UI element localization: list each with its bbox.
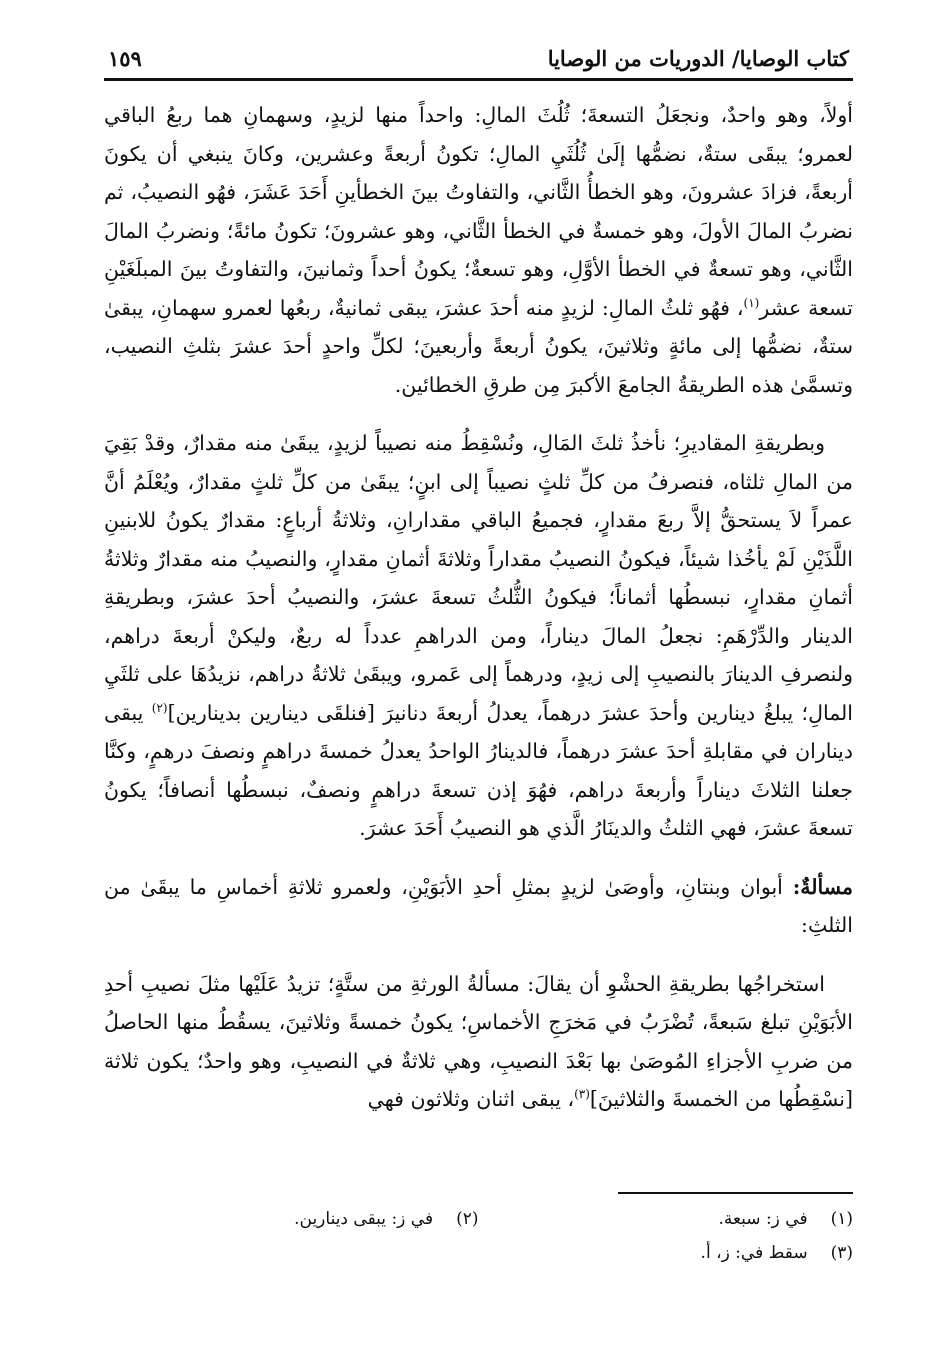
paragraph [104,965,853,1119]
footnote-number: (١) [830,1209,853,1229]
paragraph-text: وبطريقةِ المقاديرِ؛ نأخذُ ثلثَ المَالِ، ونُسْقِطُ منه نصيباً لزيدٍ، يبقَىٰ منه مقدارٌ، وقدْ بَقِيَ من المالِ ثلثاه، فنصرفُ من كلِّ ثلثٍ نصيباً إلى ابنٍ؛ يبقَىٰ من كلِّ ثلثٍ مقدارٌ، ويُعْلَمُ أنَّ عمراً لاَ يستحقُّ إلاَّ ربعَ مقدارٍ، فجميعُ الباقي مقدارانِ، وثلاثةُ أرباعٍ: مقدارٌ يكونُ للابنينِ اللَّذَيْنِ لَمْ يأخُذا شيئاً، فيكونُ النصيبُ مقداراً وثلاثةَ أثمانِ مقدارٍ، والنصيبُ منه مقدارٌ وثلاثةُ أثمانِ مقدارٍ، نبسطُها أثماناً؛ فيكونُ الثُّلثُ تسعةَ عشرَ، والنصيبُ أحدَ عشرَ، وبطريقةِ الدينار والدِّرْهَمِ: نجعلُ المالَ ديناراً، ومن الدراهمِ عدداً له ربعٌ، وليكنْ أربعةَ دراهم، ولنصرفِ الدينارَ بالنصيبِ إلى زيدٍ، ودرهماً إلى عَمرو، ويبقَىٰ ثلاثةُ دراهم، نزيدُهَا على ثلثَيِ المالِ؛ يبلغُ دينارين وأحدَ عشرَ درهماً، يعدلُ أربعةَ دنانيرَ [فنلقَى دينارين بدينارين] [104,431,853,725]
paragraph-text: أولاً، وهو واحدٌ، ونجعَلُ التسعةَ؛ ثُلُثَ المالِ: واحداً منها لزيدٍ، وسهمانِ هما ربعُ الباقي لعمرو؛ يبقَى ستةٌ، نضمُّها إلَىٰ ثُلُثَيِ المالِ؛ تكونُ أربعةً وعشرين، وكانَ ينبغي أن يكونَ أربعةً، فزادَ عشرونَ، وهو الخطأُ الثَّاني، والتفاوتُ بينَ الخطأينِ أَحَدَ عَشَرَ، فهُو النصيبُ، ثم نضربُ المالَ الأولَ، وهو خمسةٌ في الخطأ الثَّاني، وهو عشرونَ؛ تكونُ مائةً؛ ونضربُ المالَ الثَّاني، وهو تسعةٌ في الخطأ الأوَّلِ، وهو تسعةٌ؛ يكونُ أحداً وثمانينَ، والتفاوتُ بينَ المبلَغَيْنِ تسعة عشر [104,103,853,320]
footnote [479,1236,854,1270]
footnote-row [104,1202,853,1236]
footnote-row [104,1236,853,1270]
footnotes [104,1202,853,1270]
footnote [104,1202,479,1236]
footnote [479,1202,854,1236]
paragraph [104,96,853,404]
paragraph-text: يبقى ديناران في مقابلةِ أحدَ عشرَ درهماً، فالدينارُ الواحدُ يعدلُ خمسةَ دراهمٍ ونصفَ درهمٍ، وكنَّا جعلنا الثلاثَ ديناراً وأربعةَ دراهم، فهُوَ إذن تسعةَ دراهمٍ ونصفٌ، نبسطُها أنصافاً؛ يكونُ تسعةَ عشرَ، فهي الثلثُ والدينَارُ الَّذي هو النصيبُ أَحَدَ عشرَ. [104,700,853,840]
footnote-ref: (٢) [151,700,168,715]
page-header [108,38,849,78]
footnote-ref: (١) [743,295,760,310]
header-rule [104,78,853,81]
running-title: كتاب الوصايا/ الدوريات من الوصايا [547,45,849,71]
footnote-number: (٣) [830,1243,853,1263]
paragraph [104,424,853,848]
footnote-ref: (٣) [574,1087,590,1102]
page-number: ١٥٩ [108,45,142,71]
paragraph-text: ، فهُو ثلثُ المالِ: لزيدٍ منه أحدَ عشرَ، يبقى ثمانيةٌ، ربعُها لعمرو سهمانِ، يبقىٰ ستةٌ، نضمُّها إلى مائةٍ وثلاثينَ، يكونُ أربعةً وأربعينَ؛ لكلِّ واحدٍ أحدَ عشرَ بثلثِ النصيب، وتسمَّىٰ هذه الطريقةُ الجامعَ الأكبرَ مِن طرقِ الخطائين. [104,295,853,397]
footnote-number: (٢) [456,1209,479,1229]
issue-label: مسألةٌ: [792,874,854,899]
paragraph-text: استخراجُها بطريقةِ الحشْوِ أن يقالَ: مسألةُ الورثةِ من ستَّةٍ؛ تزيدُ عَلَيْها مثلَ نصيبِ أحدِ الأبَوَيْنِ تبلغ سَبعةً، تُضْرَبُ في مَخرَجِ الأخماسِ؛ يكونُ خمسةً وثلاثينَ، يسقُطُ منها الحاصلُ من ضربِ الأجزاءِ المُوصَىٰ بها بَعْدَ النصيبِ، وهي ثلاثةٌ في النصيبِ، وهو واحدٌ؛ يكون ثلاثة [نسْقِطُها من الخمسةَ والثلاثينَ] [104,971,853,1111]
paragraph [104,868,853,945]
footnote-text: في ز: يبقى دينارين. [294,1209,434,1229]
footnote-text: في ز: سبعة. [718,1209,808,1229]
body-text [104,96,853,1119]
paragraph-text: ، يبقى اثنان وثلاثون فهي [367,1087,575,1111]
footnote-text: سقط في: ز، أ. [700,1243,808,1263]
paragraph-text: أبوان وبنتانِ، وأوصَىٰ لزيدٍ بمثلِ أحدِ الأبَوَيْنِ، ولعمرو ثلاثةِ أخماسِ ما يبقَىٰ من الثلثِ: [104,874,853,937]
footnote-rule [618,1192,853,1194]
